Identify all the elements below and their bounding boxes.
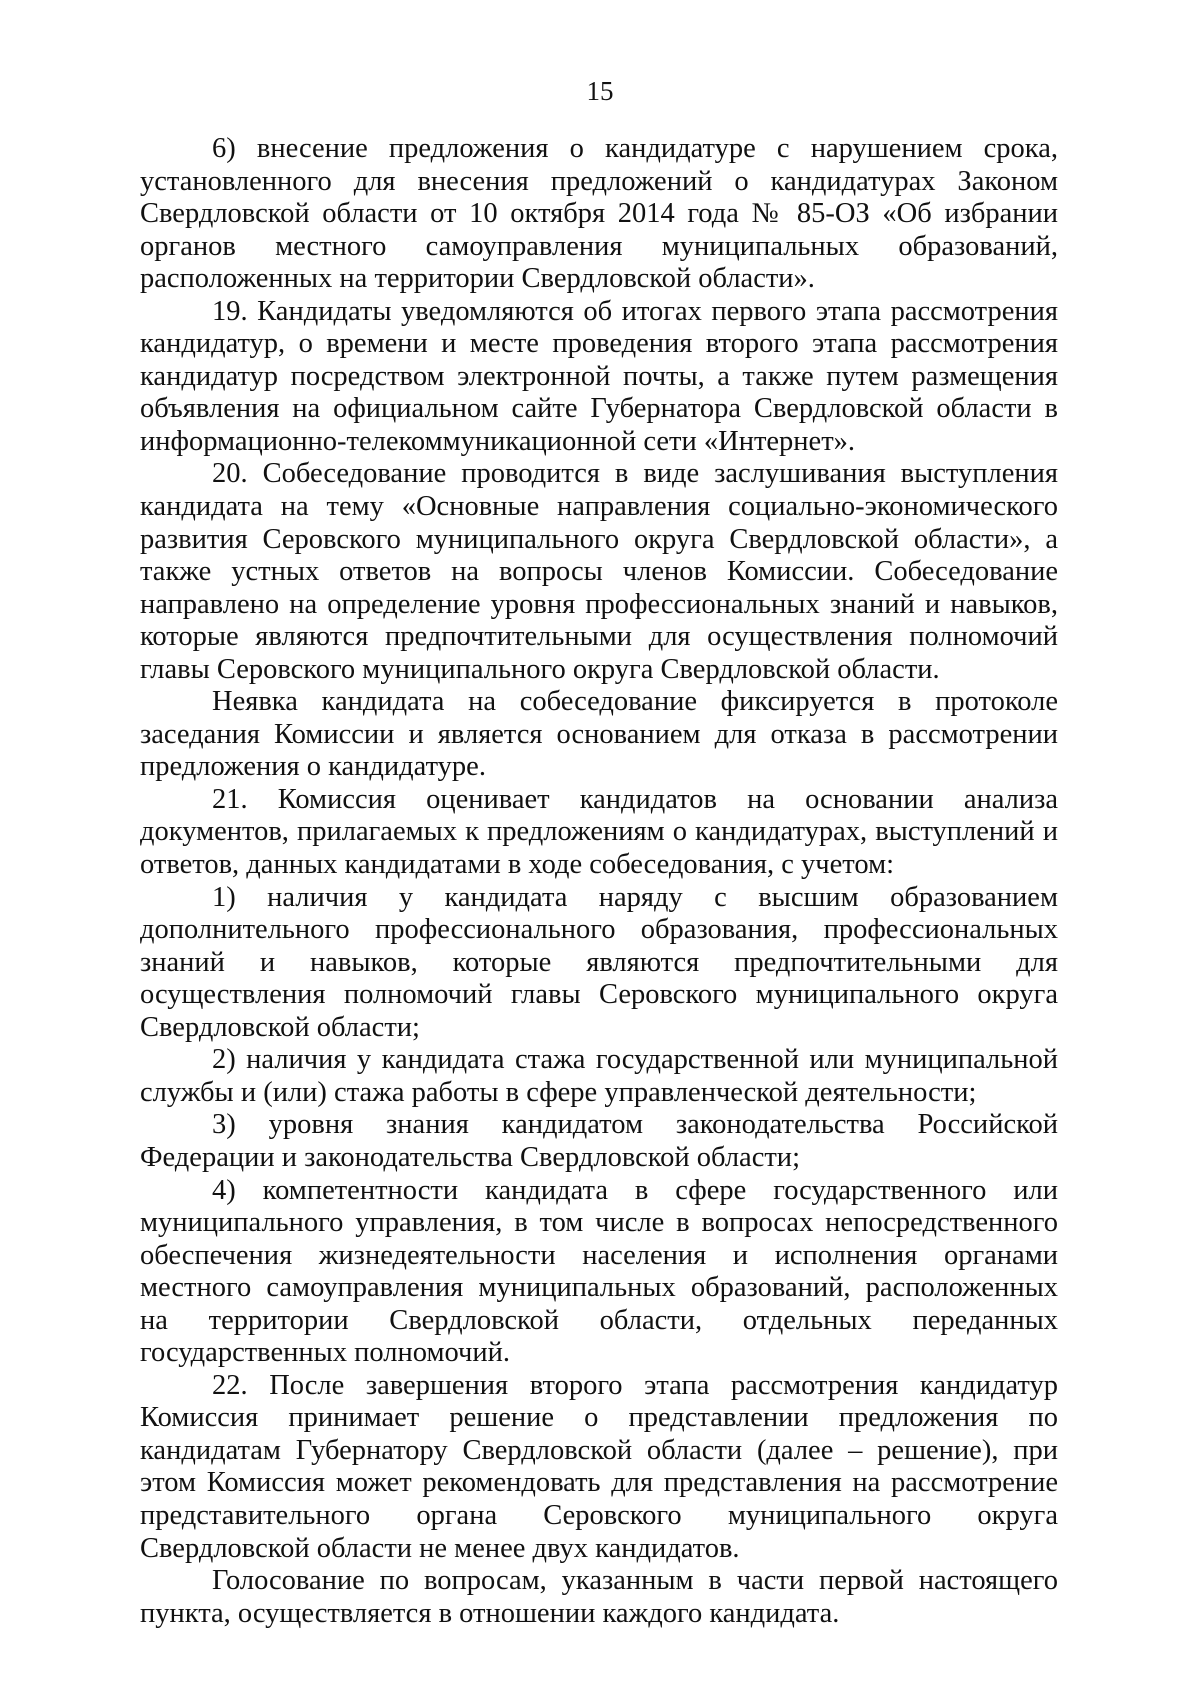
- paragraph-section-22: 22. После завершения второго этапа рассмотрения кандидатур Комиссия принимает решение о представлении предложения по кандидатам Губернатору Свердловской области (далее – решение), при этом Комиссия может рекомендовать для представления на рассмотрение представительного органа Серовского муниципального округа Свердловской области не менее двух кандидатов.: [140, 1369, 1058, 1564]
- paragraph-section-21: 21. Комиссия оценивает кандидатов на основании анализа документов, прилагаемых к предложениям о кандидатурах, выступлений и ответов, данных кандидатами в ходе собеседования, с учетом:: [140, 783, 1058, 881]
- paragraph-criterion-3: 3) уровня знания кандидатом законодательства Российской Федерации и законодательства Свердловской области;: [140, 1109, 1058, 1173]
- page-number: 15: [586, 76, 614, 106]
- paragraph-section-19: 19. Кандидаты уведомляются об итогах первого этапа рассмотрения кандидатур, о времени и месте проведения второго этапа рассмотрения кандидатур посредством электронной почты, а также путем размещения объявления на официальном сайте Губернатора Свердловской области в информационно-телекоммуникационной сети «Интернет».: [140, 295, 1058, 457]
- paragraph-criterion-2: 2) наличия у кандидата стажа государственной или муниципальной службы и (или) стажа работы в сфере управленческой деятельности;: [140, 1044, 1058, 1108]
- paragraph-non-appearance: Неявка кандидата на собеседование фиксируется в протоколе заседания Комиссии и является основанием для отказа в рассмотрении предложения о кандидатуре.: [140, 686, 1058, 783]
- paragraph-voting: Голосование по вопросам, указанным в части первой настоящего пункта, осуществляется в отношении каждого кандидата.: [140, 1565, 1058, 1629]
- paragraph-criterion-4: 4) компетентности кандидата в сфере государственного или муниципального управления, в том числе в вопросах непосредственного обеспечения жизнедеятельности населения и исполнения органами местного самоуправления муниципальных образований, расположенных на территории Свердловской области, отдельных переданных государственных полномочий.: [140, 1174, 1058, 1369]
- paragraph-item-6: 6) внесение предложения о кандидатуре с нарушением срока, установленного для внесения предложений о кандидатурах Законом Свердловской области от 10 октября 2014 года № 85-ОЗ «Об избрании органов местного самоуправления муниципальных образований, расположенных на территории Свердловской области».: [140, 133, 1058, 295]
- paragraph-section-20: 20. Собеседование проводится в виде заслушивания выступления кандидата на тему «Основные направления социально-экономического развития Серовского муниципального округа Свердловской области», а также устных ответов на вопросы членов Комиссии. Собеседование направлено на определение уровня профессиональных знаний и навыков, которые являются предпочтительными для осуществления полномочий главы Серовского муниципального округа Свердловской области.: [140, 458, 1058, 685]
- document-body: [140, 133, 1058, 1630]
- paragraph-criterion-1: 1) наличия у кандидата наряду с высшим образованием дополнительного профессионального образования, профессиональных знаний и навыков, которые являются предпочтительными для осуществления полномочий главы Серовского муниципального округа Свердловской области;: [140, 881, 1058, 1043]
